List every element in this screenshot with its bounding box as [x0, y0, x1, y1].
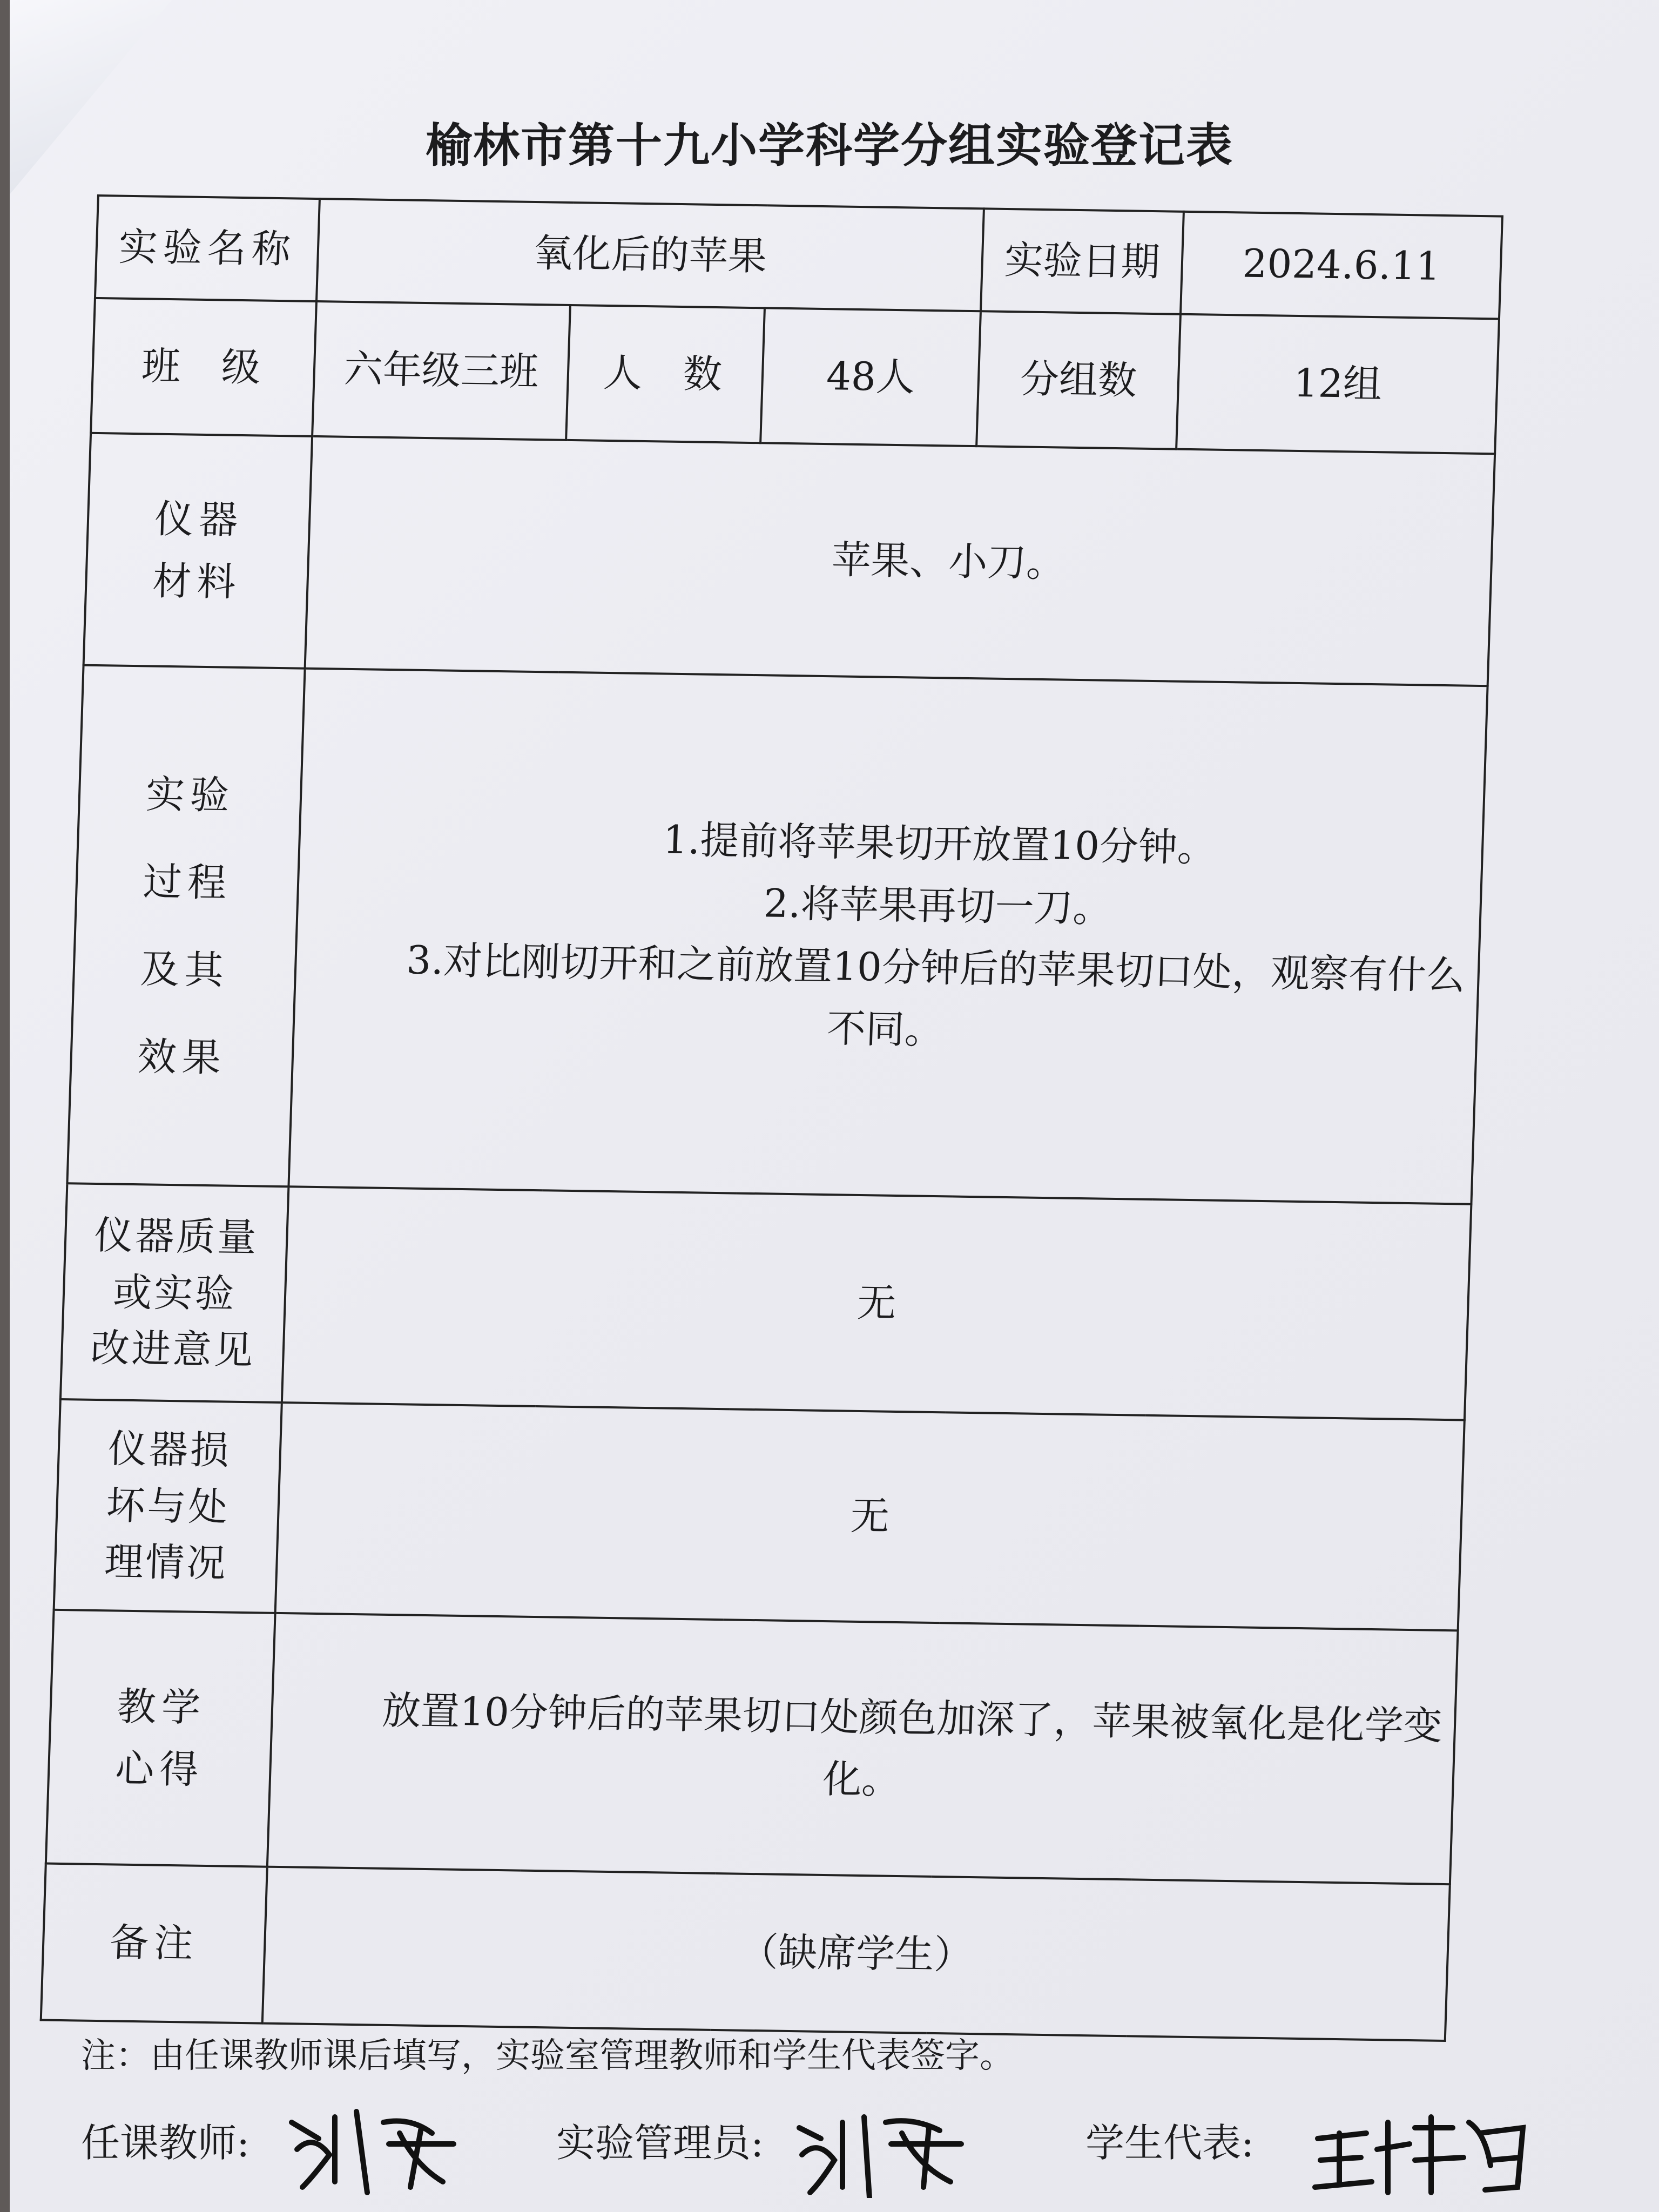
signature-row: [81, 2101, 1647, 2209]
class-value: 六年级三班: [312, 301, 570, 440]
experiment-date-label: 实验日期: [981, 208, 1184, 314]
materials-value: 苹果、小刀。: [305, 436, 1495, 686]
people-value: 48人: [760, 308, 981, 446]
reflection-label: 教学 心得: [46, 1610, 275, 1867]
process-step: 2.将苹果再切一刀。: [763, 880, 1113, 931]
footnote: 注：由任课教师课后填写，实验室管理教师和学生代表签字。: [81, 2036, 1014, 2076]
experiment-date-value: 2024.6.11: [1181, 212, 1502, 319]
process-step: 1.提前将苹果切开放置10分钟。: [662, 817, 1217, 871]
row-experiment-name: [95, 195, 1502, 319]
row-damage: [54, 1399, 1465, 1630]
materials-label: 仪器 材料: [84, 433, 313, 669]
teacher-label: 任课教师:: [81, 2120, 250, 2166]
form-title: 榆林市第十九小学科学分组实验登记表: [426, 119, 1233, 173]
row-process: [67, 665, 1487, 1204]
quality-value: 无: [282, 1186, 1472, 1420]
student-label: 学生代表:: [1085, 2120, 1255, 2166]
damage-label: 仪器损 坏与处 理情况: [54, 1399, 282, 1613]
quality-label: 仪器质量 或实验 改进意见: [60, 1183, 289, 1402]
row-materials: [84, 433, 1495, 686]
experiment-name-label: 实验名称: [95, 195, 320, 301]
people-label: 人 数: [566, 305, 765, 443]
row-remark: [41, 1864, 1450, 2041]
row-quality: [60, 1183, 1472, 1420]
remark-label: 备注: [41, 1864, 267, 2024]
experiment-name-value: 氧化后的苹果: [316, 199, 984, 311]
process-label: 实验 过程 及其 效果: [67, 665, 305, 1187]
row-class-info: [91, 298, 1499, 454]
groups-label: 分组数: [976, 311, 1181, 449]
class-label: 班 级: [91, 298, 316, 436]
process-step: 3.对比刚切开和之前放置10分钟后的苹果切口处，观察有什么不同。: [406, 937, 1466, 1053]
reflection-value: 放置10分钟后的苹果切口处颜色加深了，苹果被氧化是化学变化。: [267, 1613, 1458, 1884]
row-reflection: [46, 1610, 1458, 1884]
teacher-signature: [281, 2101, 475, 2198]
student-signature: [1307, 2101, 1534, 2198]
groups-value: 12组: [1176, 314, 1499, 454]
admin-signature: [788, 2101, 983, 2198]
remark-value: （缺席学生）: [262, 1867, 1450, 2041]
registration-table: [40, 194, 1503, 2042]
damage-value: 无: [275, 1402, 1465, 1630]
admin-label: 实验管理员:: [556, 2120, 764, 2166]
process-steps: [288, 669, 1487, 1204]
